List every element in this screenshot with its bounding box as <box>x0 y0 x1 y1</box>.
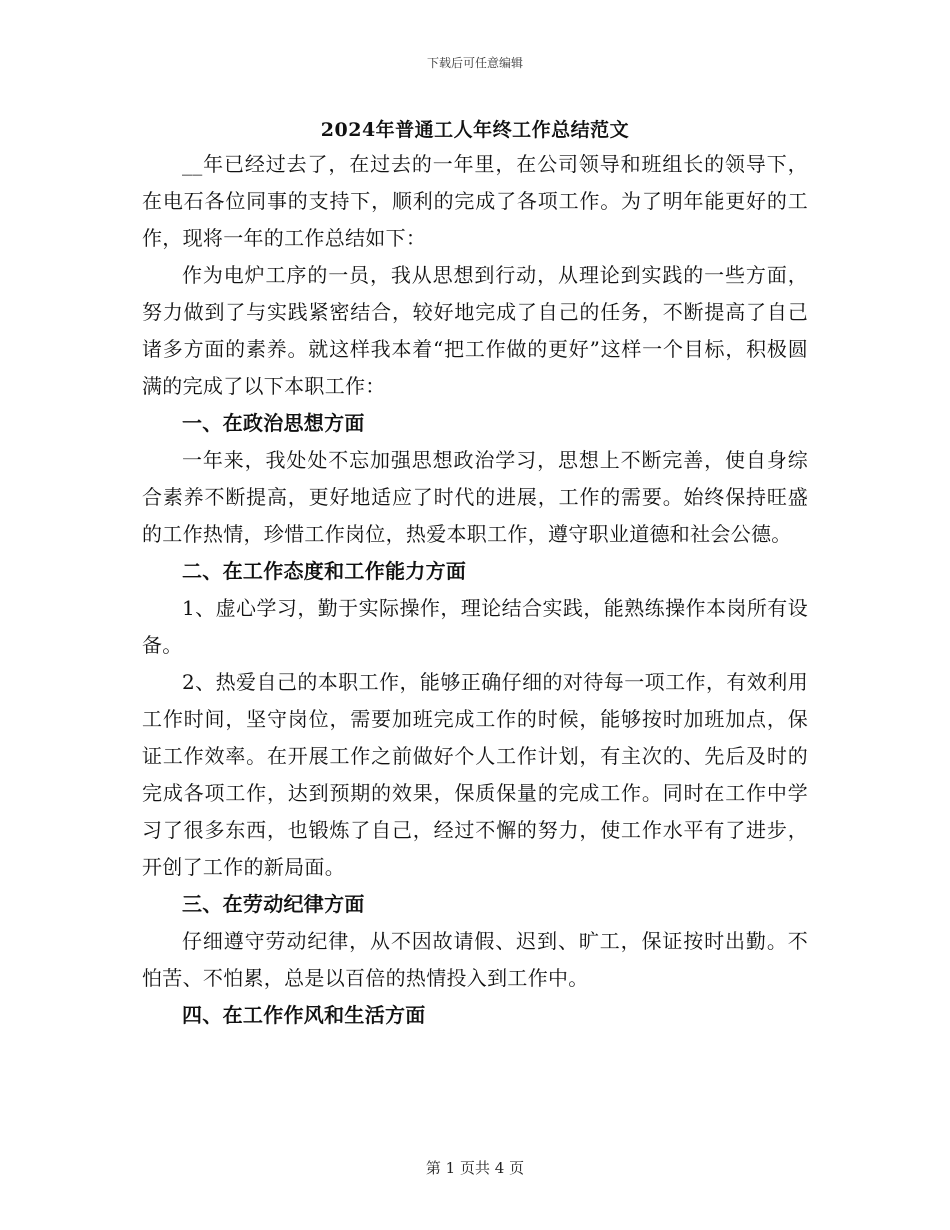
paragraph-discipline: 仔细遵守劳动纪律，从不因故请假、迟到、旷工，保证按时出勤。不怕苦、不怕累，总是以百倍的热情投入到工作中。 <box>142 929 808 990</box>
section-heading-attitude: 二、在工作态度和工作能力方面 <box>182 559 467 583</box>
page-number-footer: 第 1 页共 4 页 <box>425 1159 525 1177</box>
document-title: 2024年普通工人年终工作总结范文 <box>320 119 630 141</box>
paragraph-attitude-2: 2、热爱自己的本职工作，能够正确仔细的对待每一项工作，有效利用工作时间，坚守岗位，需要加班完成工作的时候，能够按时加班加点，保证工作效率。在开展工作之前做好个人工作计划，有主次的、先后及时的完成各项工作，达到预期的效果，保质保量的完成工作。同时在工作中学习了很多东西，也锻炼了自己，经过不懈的努力，使工作水平有了进步，开创了工作的新局面。 <box>142 670 808 879</box>
paragraph-role: 作为电炉工序的一员，我从思想到行动，从理论到实践的一些方面，努力做到了与实践紧密结合，较好地完成了自己的任务，不断提高了自己诸多方面的素养。就这样我本着“把工作做的更好”这样一个目标，积极圆满的完成了以下本职工作： <box>142 263 808 398</box>
paragraph-intro: __年已经过去了，在过去的一年里，在公司领导和班组长的领导下，在电石各位同事的支持下，顺利的完成了各项工作。为了明年能更好的工作，现将一年的工作总结如下： <box>142 152 808 250</box>
page-header-note: 下载后可任意编辑 <box>426 56 523 70</box>
paragraph-attitude-1: 1、虚心学习，勤于实际操作，理论结合实践，能熟练操作本岗所有设备。 <box>142 596 808 657</box>
section-heading-political: 一、在政治思想方面 <box>182 411 365 435</box>
section-heading-style: 四、在工作作风和生活方面 <box>182 1003 426 1027</box>
paragraph-political: 一年来，我处处不忘加强思想政治学习，思想上不断完善，使自身综合素养不断提高，更好地适应了时代的进展，工作的需要。始终保持旺盛的工作热情，珍惜工作岗位，热爱本职工作，遵守职业道德和社会公德。 <box>142 448 808 546</box>
document-body <box>142 146 808 1034</box>
section-heading-discipline: 三、在劳动纪律方面 <box>182 892 365 916</box>
